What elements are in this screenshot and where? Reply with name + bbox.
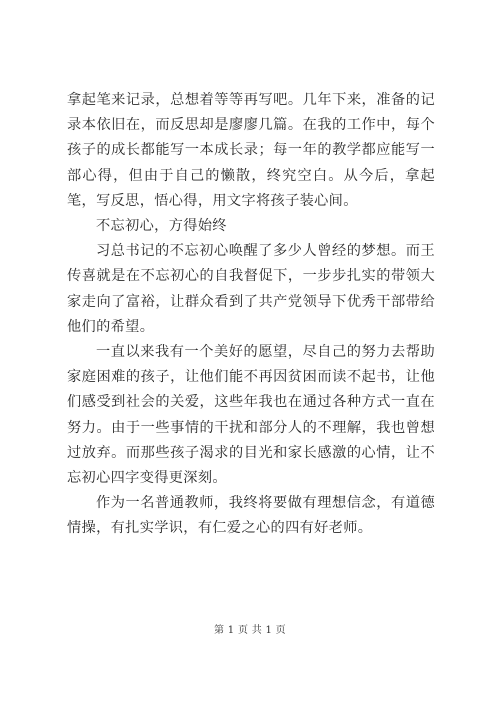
page-footer: 第 1 页 共 1 页 — [214, 625, 286, 636]
paragraph-continuation: 拿起笔来记录，总想着等等再写吧。几年下来，准备的记录本依旧在，而反思却是廖廖几篇。在我的工作中，每个孩子的成长都能写一本成长录；每一年的教学都应能写一部心得，但由于自己的懒散，终究空白。从今后，拿起笔，写反思，悟心得，用文字将孩子装心间。 — [67, 92, 435, 209]
document-body — [67, 88, 435, 542]
paragraph-body: 习总书记的不忘初心唤醒了多少人曾经的梦想。而王传喜就是在不忘初心的自我督促下，一步步扎实的带领大家走向了富裕，让群众看到了共产党领导下优秀干部带给他们的希望。 — [67, 243, 435, 335]
section-heading: 不忘初心，方得始终 — [96, 218, 227, 235]
paragraph-body: 作为一名普通教师，我终将要做有理想信念，有道德情操，有扎实学识，有仁爱之心的四有好老师。 — [67, 495, 435, 537]
paragraph-body: 一直以来我有一个美好的愿望，尽自己的努力去帮助家庭困难的孩子，让他们能不再因贫困而读不起书，让他们感受到社会的关爱，这些年我也在通过各种方式一直在努力。由于一些事情的干扰和部分人的不理解，我也曾想过放弃。而那些孩子渴求的目光和家长感激的心情，让不忘初心四字变得更深刻。 — [67, 344, 435, 487]
